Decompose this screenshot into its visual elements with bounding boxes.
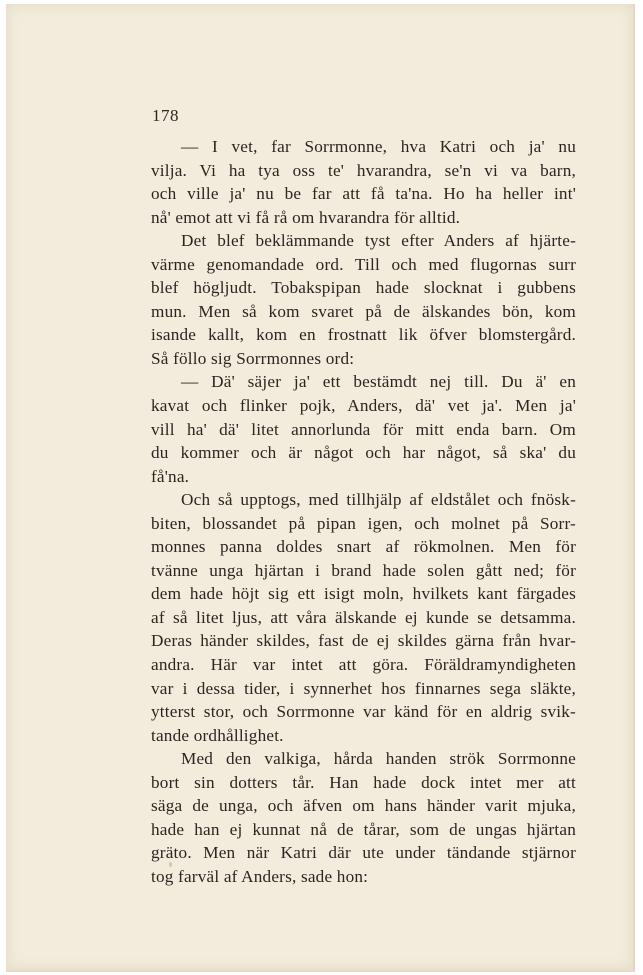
text-line: kavat och flinker pojk, Anders, dä' vet ja'. Men ja' [151, 396, 576, 416]
text-line: — I vet, far Sorrmonne, hva Katri och ja' nu [181, 137, 576, 156]
text-line: bort sin dotters tår. Han hade dock intet mer att [151, 772, 576, 792]
text-line: ytterst stor, och Sorrmonne var känd för en aldrig svik- [151, 702, 576, 722]
text-line: Det blef beklämmande tyst efter Anders af hjärte- [181, 231, 576, 251]
paper-speck [169, 862, 172, 867]
text-line: vill ha' dä' litet annorlunda för mitt enda barn. Om [151, 419, 576, 439]
text-line: tande ordhållighet. [151, 725, 284, 745]
text-line: monnes panna doldes snart af rökmolnen. Men för [151, 537, 576, 557]
text-line: du kommer och är något och har något, så ska' du [151, 443, 576, 463]
text-line: af så litet ljus, att våra älskande ej kunde se detsamma. [151, 607, 576, 627]
text-line: — Dä' säjer ja' ett bestämdt nej till. Du ä' en [181, 372, 576, 392]
text-line: hade han ej kunnat nå de tårar, som de ungas hjärtan [151, 819, 576, 839]
text-line: Så föllo sig Sorrmonnes ord: [151, 348, 355, 368]
page-number: 178 [152, 106, 179, 125]
text-line: värme genomandade ord. Till och med flugornas surr [151, 254, 576, 274]
book-page [6, 4, 635, 972]
text-line: isande kallt, kom en frostnatt lik öfver blomstergård. [151, 325, 576, 345]
text-line: biten, blossandet på pipan igen, och molnet på Sorr- [151, 513, 576, 533]
text-line: säga de unga, och äfven om hans händer varit mjuka, [151, 796, 576, 816]
text-line: dem hade höjt sig ett isigt moln, hvilkets kant färgades [151, 584, 576, 604]
text-line: andra. Här var intet att göra. Föräldramyndigheten [151, 655, 576, 675]
text-line: mun. Men så kom svaret på de älskandes bön, kom [151, 301, 576, 321]
text-line: och ville ja' nu be far att få ta'na. Ho ha heller int' [151, 184, 576, 204]
text-line: Och så upptogs, med tillhjälp af eldstålet och fnösk- [181, 490, 576, 510]
text-line: nå' emot att vi få rå om hvarandra för alltid. [151, 207, 461, 227]
text-line: tvänne unga hjärtan i brand hade solen gått ned; för [151, 560, 576, 580]
text-line: tog farväl af Anders, sade hon: [151, 866, 369, 886]
text-line: få'na. [151, 466, 190, 486]
text-line: Deras händer skildes, fast de ej skildes gärna från hvar- [151, 631, 576, 651]
text-line: vilja. Vi ha tya oss te' hvarandra, se'n vi va barn, [151, 160, 576, 180]
text-line: blef högljudt. Tobakspipan hade slocknat i gubbens [151, 278, 576, 298]
text-line: var i dessa tider, i synnerhet hos finnarnes sega släkte, [151, 678, 576, 698]
text-line: Med den valkiga, hårda handen strök Sorrmonne [181, 749, 576, 769]
body-text [151, 135, 576, 889]
text-line: gräto. Men när Katri där ute under tändande stjärnor [151, 843, 576, 863]
